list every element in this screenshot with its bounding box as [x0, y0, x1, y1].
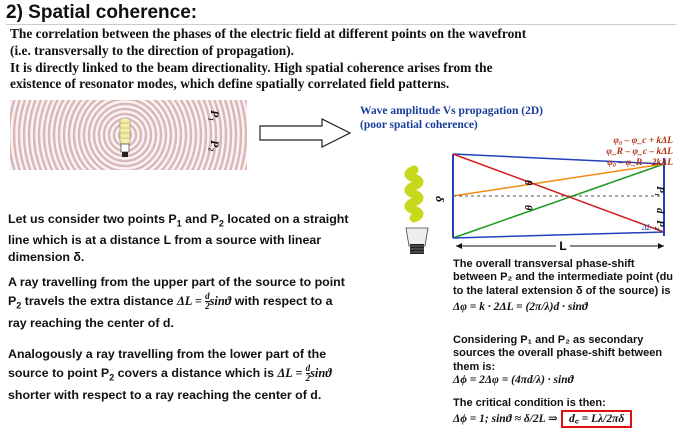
text-line: The overall transversal phase-shift [453, 258, 635, 270]
wave-caption-line: (poor spatial coherence) [360, 119, 478, 131]
right-arrow-icon [258, 117, 354, 149]
text-line: The critical condition is then: [453, 397, 606, 409]
text-line: dimension δ. [8, 250, 85, 265]
intro-paragraph [10, 26, 672, 93]
text-line: to the lateral extension δ of the source) is [453, 284, 671, 297]
ray-green [453, 164, 664, 238]
delta-label: δ [433, 196, 447, 203]
phase-equations [561, 136, 673, 169]
intro-line: (i.e. transversally to the direction of propagation). [10, 42, 295, 58]
text-line: Analogously a ray travelling from the lower part of the [8, 347, 327, 361]
phase-equation: φ_R – φ_c – kΔL [606, 147, 673, 157]
text-line: A ray travelling from the upper part of the source to point [8, 275, 345, 289]
phase-equation: φ₀ – φ_R – 2kΔL [607, 158, 673, 168]
paragraph-secondary-sources [453, 334, 680, 388]
paragraph-two-points [8, 211, 383, 266]
text-line: ray reaching the center of d. [8, 316, 174, 331]
wave-caption [360, 104, 543, 132]
paragraph-upper-ray [8, 274, 383, 332]
text-line: $P_2$ travels the extra distance ΔL = $\frac{d}{2}$ sinϑ with respect to a [8, 291, 333, 312]
theta-label: θ [522, 180, 533, 186]
phase-equation: φ₀ – φ_c + kΔL [613, 136, 673, 146]
text-line: sources the overall phase-shift between [453, 347, 663, 360]
ray-bottom [453, 232, 664, 238]
intro-line: existence of resonator modes, which define spatially correlated field patterns. [10, 76, 450, 92]
critical-distance-result: d꜀ = Lλ/2πδ [561, 410, 632, 428]
distance-label: L [559, 239, 567, 253]
spiral-bulb-icon [406, 170, 428, 254]
wave-label-p2: P₂ [208, 140, 222, 152]
paragraph-lower-ray [8, 346, 383, 404]
diagram-label-p1: P₁ [654, 186, 666, 197]
text-line: them is: [453, 360, 496, 373]
equation: Δϕ = 1; sinϑ ≈ δ/2L ⇒ d꜀ = Lλ/2πδ [453, 410, 680, 428]
equation: Δϕ = 2Δφ = (4πd/λ) · sinϑ [453, 374, 574, 387]
diagram-label-d: d [654, 208, 666, 214]
text-line: source to point $P_2$ covers a distance which is ΔL = $\frac{d}{2}$ sinϑ [8, 363, 332, 384]
intro-line: The correlation between the phases of the electric field at different points on the wavefront [10, 26, 527, 41]
wave-caption-line: Wave amplitude Vs propagation (2D) [360, 105, 543, 117]
page-title: 2) Spatial coherence: [6, 2, 676, 25]
paragraph-transversal-shift [453, 258, 680, 315]
bulb-icon [119, 118, 131, 157]
delta-l-label: ΔL [642, 223, 652, 232]
text-line: between P₂ and the intermediate point (du [453, 271, 674, 284]
theta-label: θ [522, 205, 533, 211]
paragraph-critical-condition [453, 397, 680, 428]
text-line: line which is at a distance L from a source with linear [8, 233, 322, 248]
text-line: Considering P₁ and P₂ as secondary [453, 334, 644, 346]
intro-line: It is directly linked to the beam directionality. High spatial coherence arises from the [10, 59, 493, 75]
diagram-label-p2: P₂ [654, 220, 666, 231]
text-line: Let us consider two points $P_1$ and $P_2$ located on a straight [8, 212, 349, 229]
text-line: shorter with respect to a ray reaching the center of d. [8, 388, 322, 403]
equation: Δφ = k · 2ΔL = (2π/λ)d · sinϑ [453, 301, 588, 314]
wave-label-p1: P₁ [208, 110, 222, 122]
